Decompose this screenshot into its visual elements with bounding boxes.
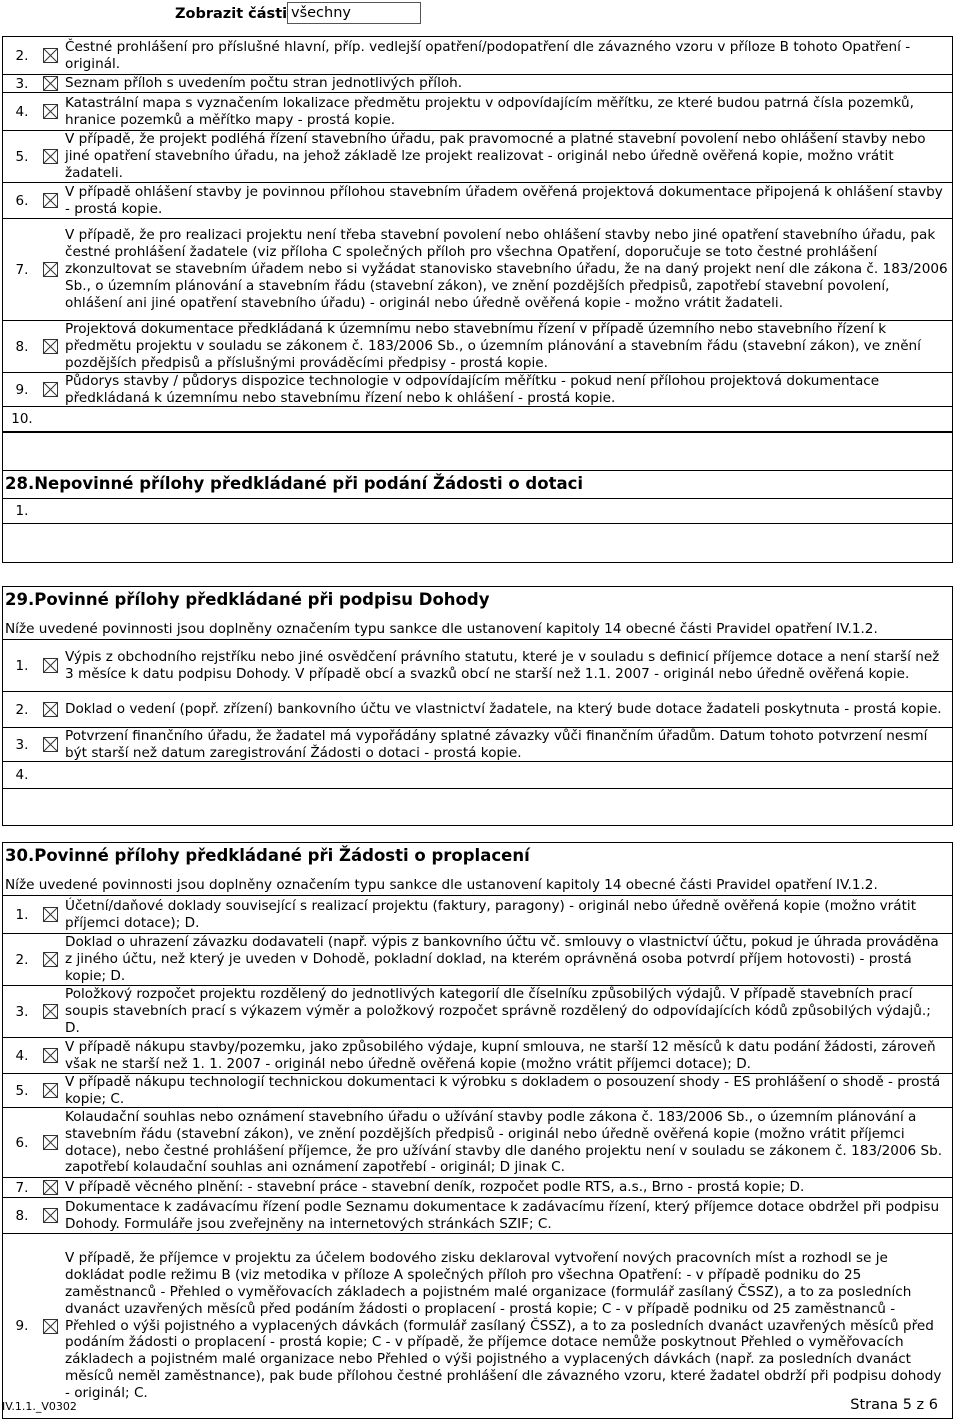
checkbox-checked-icon[interactable] [41, 1048, 59, 1063]
list-item [3, 692, 952, 728]
checkbox-checked-icon[interactable] [41, 737, 59, 752]
list-item [3, 1038, 952, 1074]
item-number: 7. [15, 1179, 29, 1196]
item-text: Potvrzení finančního úřadu, že žadatel má vypořádány splatné závazky vůči finančním úřadům. Datum tohoto potvrzení nesmí být starší než datum zaregistrování Žádosti o dotaci - prostá kopie. [65, 727, 928, 761]
item-text: Dokumentace k zadávacímu řízení podle Seznamu dokumentace k zadávacímu řízení, který příjemce dotace obdržel při podpisu Dohody. Formuláře jsou zveřejněny na internetových stránkách SZIF; C. [65, 1198, 940, 1232]
list-item [3, 934, 952, 986]
item-text: Výpis z obchodního rejstříku nebo jiné osvědčení právního statutu, které je v souladu s definicí příjemce dotace a není starší než 3 měsíce k datu podpisu Dohody. V případě obcí a svazků obcí ne starší než 1.1. 2007 - originál nebo úředně ověřená kopie. [65, 648, 940, 682]
list-item [3, 1198, 952, 1234]
item-number: 1. [15, 906, 29, 923]
item-number: 4. [15, 103, 29, 120]
checkbox-checked-icon[interactable] [41, 149, 59, 164]
item-text: V případě věcného plnění: - stavební práce - stavební deník, rozpočet podle RTS, a.s., Brno - prostá kopie; D. [65, 1179, 805, 1196]
item-number: 9. [15, 381, 29, 398]
item-number: 10. [11, 411, 33, 427]
checkbox-checked-icon[interactable] [41, 1004, 59, 1019]
item-text: Doklad o uhrazení závazku dodavateli (např. výpis z bankovního účtu vč. smlouvy o vlastnictví účtu, pokud je úhrada prováděna z jiného účtu, než který je uveden v Dohodě, pokladní doklad, na kterém oprávněná osoba potvrdí příjem hotovosti) - prostá kopie; D. [65, 934, 939, 984]
section-filter-label: Zobrazit části [175, 6, 288, 22]
item-number: 8. [15, 338, 29, 355]
item-text: V případě, že projekt podléhá řízení stavebního úřadu, pak pravomocné a platné stavební povolení nebo ohlášení stavby nebo jiné opatření stavebního úřadu, na jehož základě lze projekt realizovat - originál nebo úředně ověřená kopie, možno vrátit žadateli. [65, 131, 926, 181]
list-item [3, 1074, 952, 1108]
item-text: Projektová dokumentace předkládaná k územnímu nebo stavebnímu řízení v případě územního nebo stavebního řízení k předmětu projektu v souladu se zákonem č. 183/2006 Sb., o územním plánování a stavebním řádu (stavební zákon), ve znění pozdějších předpisů a příslušnými prováděcími předpisy - prostá kopie. [65, 321, 921, 371]
checkbox-checked-icon[interactable] [41, 339, 59, 354]
item-text [59, 418, 952, 420]
checkbox-checked-icon[interactable] [41, 1319, 59, 1334]
list-item [3, 37, 952, 75]
item-text: Půdorys stavby / půdorys dispozice technologie v odpovídajícím měřítku - pokud není přílohou projektová dokumentace předkládaná k územnímu nebo stavebnímu řízení nebo k ohlášení - prostá kopie. [65, 372, 880, 406]
list-item [3, 75, 952, 93]
checkbox-checked-icon[interactable] [41, 952, 59, 967]
checkbox-checked-icon[interactable] [41, 382, 59, 397]
checkbox-checked-icon[interactable] [41, 907, 59, 922]
item-number: 6. [15, 192, 29, 209]
list-item [3, 219, 952, 321]
checkbox-checked-icon[interactable] [41, 1083, 59, 1098]
checkbox-checked-icon[interactable] [41, 48, 59, 63]
checkbox-checked-icon[interactable] [41, 1180, 59, 1195]
item-number: 1. [15, 657, 29, 674]
section-30-note: Níže uvedené povinnosti jsou doplněny označením typu sankce dle ustanovení kapitoly 14 obecné části Pravidel opatření IV.1.2. [3, 874, 952, 896]
item-number: 8. [15, 1207, 29, 1224]
section-30-title: 30.Povinné přílohy předkládané při Žádosti o proplacení [5, 846, 530, 865]
item-number: 2. [15, 47, 29, 64]
section-28-title: 28.Nepovinné přílohy předkládané při podání Žádosti o dotaci [3, 471, 952, 499]
item-number: 3. [15, 736, 29, 753]
list-item [3, 640, 952, 692]
list-item [3, 321, 952, 373]
spacer-box [2, 432, 953, 470]
list-item [3, 1178, 952, 1198]
list-item [3, 93, 952, 131]
item-text: Čestné prohlášení pro příslušné hlavní, příp. vedlejší opatření/podopatření dle závazného vzoru v příloze B tohoto Opatření - originál. [65, 38, 911, 72]
item-number: 2. [15, 951, 29, 968]
checkbox-checked-icon[interactable] [41, 104, 59, 119]
list-item [3, 762, 952, 788]
item-text [59, 510, 952, 512]
section-29-title: 29.Povinné přílohy předkládané při podpisu Dohody [5, 590, 490, 609]
list-item [3, 986, 952, 1038]
checkbox-checked-icon[interactable] [41, 262, 59, 277]
item-number: 4. [15, 1047, 29, 1064]
item-number: 6. [15, 1134, 29, 1151]
list-item [3, 131, 952, 183]
section-29-spacer [3, 788, 952, 825]
item-text: Položkový rozpočet projektu rozdělený do jednotlivých kategorií dle číselníku způsobilých výdajů. V případě stavebních prací soupis stavebních prací s výkazem výměr a položkový rozpočet správně rozdělený do odpovídajících kódů způsobilých výdajů.; D. [65, 986, 931, 1036]
section-filter-select[interactable]: všechny [287, 2, 421, 24]
section-30 [2, 842, 953, 1419]
item-text: V případě nákupu technologií technickou dokumentaci k výrobku s dokladem o posouzení shody - ES prohlášení o shodě - prostá kopie; C. [65, 1073, 941, 1107]
checkbox-empty[interactable] [41, 504, 59, 519]
document-code: IV.1.1._V0302 [2, 1400, 77, 1413]
item-number: 9. [15, 1318, 29, 1334]
checkbox-checked-icon[interactable] [41, 1135, 59, 1150]
item-number: 7. [15, 261, 29, 278]
item-text: Katastrální mapa s vyznačením lokalizace předmětu projektu v odpovídajícím měřítku, ze které budou patrná čísla pozemků, hranice pozemků a měřítko mapy - prostá kopie. [65, 94, 914, 128]
item-number: 5. [15, 148, 29, 165]
item-text: V případě, že pro realizaci projektu není třeba stavební povolení nebo ohlášení stavby nebo jiné opatření stavebního úřadu, pak čestné prohlášení žadatele (viz příloha C společných příloh pro všechna Opatření, doporučuje se toto čestné prohlášení zkonzultovat se stavebním úřadem nebo si vyžádat stanovisko stavebního úřadu, že na daný projekt není dle zákona č. 183/2006 Sb., o územním plánování a stavebním řádu (stavební zákon), ve znění pozdějších předpisů, zapotřebí stavební povolení, ohlášení ani jiné opatření stavebního úřadu) - originál nebo úředně ověřená kopie - možno vrátit žadateli. [65, 227, 948, 311]
item-number: 1. [15, 503, 29, 519]
checkbox-checked-icon[interactable] [41, 1208, 59, 1223]
section-29-note: Níže uvedené povinnosti jsou doplněny označením typu sankce dle ustanovení kapitoly 14 obecné části Pravidel opatření IV.1.2. [3, 618, 952, 640]
item-text: V případě ohlášení stavby je povinnou přílohou stavebním úřadem ověřená projektová dokumentace připojená k ohlášení stavby - prostá kopie. [65, 183, 943, 217]
list-item [3, 499, 952, 523]
item-text: Účetní/daňové doklady související s realizací projektu (faktury, paragony) - originál nebo úředně ověřená kopie (možno vrátit příjemci dotace); D. [65, 897, 917, 931]
list-item [3, 896, 952, 934]
item-number: 4. [15, 767, 29, 783]
checkbox-checked-icon[interactable] [41, 658, 59, 673]
item-number: 2. [15, 701, 29, 718]
checkbox-checked-icon[interactable] [41, 702, 59, 717]
item-text: V případě, že příjemce v projektu za účelem bodového zisku deklaroval vytvoření nových pracovních míst a rozhodl se je dokládat podle režimu B (viz metodika v příloze A společných příloh pro všechna Opatření: - v případě podniku do 25 zaměstnanců - Přehled o vyměřovacích základech a pojistném malé organizace (formulář zasílaný ČSSZ), a to za posledních dvanáct uzavřených měsíců před podáním žádosti o proplacení - prostá kopie; C - v případě podniku od 25 zaměstnanců - Přehled o výši pojistného a vyplacených dávkách (formulář zasílaný ČSSZ), a to za posledních dvanáct uzavřených měsíců před podáním žádosti o proplacení - prostá kopie; C - v případě, že příjemce dotace nemůže poskytnout Přehled o vyměřovacích základech a pojistném malé organizace nebo Přehled o výši pojistného a vyplacených dávkách (např. za posledních dvanáct měsíců neměl zaměstnance), pak bude přílohou čestné prohlášení dle závazného vzoru, které žadatel obdrží při podpisu dohody - originál; C. [65, 1249, 942, 1402]
item-text: Seznam příloh s uvedením počtu stran jednotlivých příloh. [65, 75, 463, 92]
item-number: 3. [15, 1003, 29, 1020]
section-27-list [2, 36, 953, 432]
list-item [3, 407, 952, 431]
item-text: V případě nákupu stavby/pozemku, jako způsobilého výdaje, kupní smlouva, ne starší 12 měsíců k datu podání žádosti, zároveň však ne starší než 1. 1. 2007 - originál nebo úředně ověřená kopie (možno vrátit příjemci dotace); D. [65, 1038, 936, 1072]
item-text: Doklad o vedení (popř. zřízení) bankovního účtu ve vlastnictví žadatele, na který bude dotace žadateli poskytnuta - prostá kopie. [65, 701, 942, 718]
item-text [59, 774, 952, 776]
page-number: Strana 5 z 6 [850, 1397, 938, 1413]
checkbox-checked-icon[interactable] [41, 193, 59, 208]
list-item [3, 1234, 952, 1418]
checkbox-checked-icon[interactable] [41, 76, 59, 91]
list-item [3, 373, 952, 407]
list-item [3, 728, 952, 762]
section-28-spacer [3, 523, 952, 562]
checkbox-empty[interactable] [41, 768, 59, 783]
checkbox-empty[interactable] [41, 412, 59, 427]
item-text: Kolaudační souhlas nebo oznámení stavebního úřadu o užívání stavby podle zákona č. 183/2006 Sb., o územním plánování a stavebním řádu (stavební zákon), ve znění pozdějších předpisů - originál nebo úředně ověřená kopie (možno vrátit příjemci dotace), nebo čestné prohlášení příjemce, že pro užívání stavby dle daného projektu není v souladu se zákonem č. 183/2006 Sb. zapotřebí kolaudační souhlas ani oznámení zapotřebí - originál; D jinak C. [65, 1108, 943, 1176]
list-item [3, 1108, 952, 1178]
item-number: 3. [15, 75, 29, 92]
list-item [3, 183, 952, 219]
item-number: 5. [15, 1082, 29, 1099]
section-29 [2, 586, 953, 826]
section-28 [2, 470, 953, 563]
